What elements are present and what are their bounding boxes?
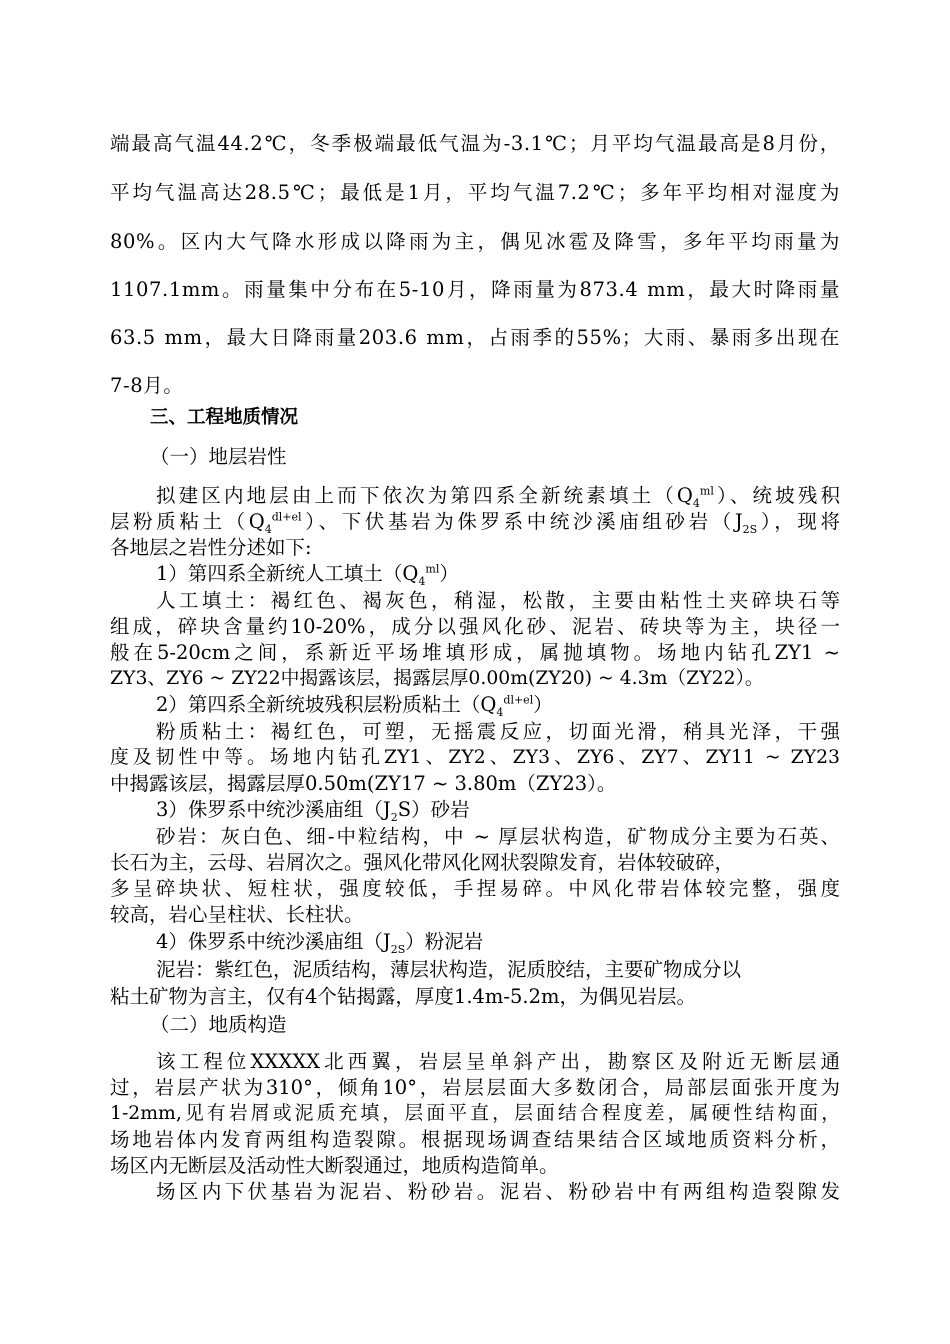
- text-line: 场地岩体内发育两组构造裂隙。根据现场调查结果结合区域地质资料分析，: [110, 1128, 840, 1151]
- text-line: 各地层之岩性分述如下:: [110, 536, 312, 559]
- text-line: 粉质粘土：褐红色，可塑，无摇震反应，切面光滑，稍具光泽，干强: [156, 720, 840, 743]
- section-heading: 三、工程地质情况: [150, 407, 299, 428]
- layer-title: 3）侏罗系中统沙溪庙组$(J_2S)$砂岩: [156, 798, 470, 824]
- text-line: 层粉质粘土$(Q_4^{dl+el})$、下伏基岩为侏罗系中统沙溪庙组砂岩$(J_{2S})$，现将: [110, 510, 840, 536]
- text-line: 泥岩：紫红色，泥质结构，薄层状构造，泥质胶结，主要矿物成分以: [156, 958, 742, 981]
- text-line: 度及韧性中等。场地内钻孔ZY1、ZY2、ZY3、ZY6、ZY7、ZY11 ~ ZY23: [110, 747, 840, 768]
- text-line: 该工程位XXXXX北西翼，岩层呈单斜产出，勘察区及附近无断层通: [156, 1050, 840, 1073]
- text-line: 平均气温高达28.5℃；最低是1月，平均气温7.2℃；多年平均相对湿度为: [110, 181, 840, 204]
- text-line: 组成，碎块含量约10-20%，成分以强风化砂、泥岩、砖块等为主，块径一: [110, 615, 840, 638]
- text-line: 较高，岩心呈柱状、长柱状。: [110, 903, 364, 926]
- text-line: 端最高气温44.2℃，冬季极端最低气温为-3.1℃；月平均气温最高是8月份，: [110, 132, 840, 155]
- layer-title: 1）第四系全新统人工填土$(Q_4^{ml})$: [156, 562, 459, 588]
- text-line: 中揭露该层，揭露层厚0.50m(ZY17 ~ 3.80m（ZY23）。: [110, 772, 617, 795]
- text-line: 拟建区内地层由上而下依次为第四系全新统素填土$(Q_4^{ml})$、统坡残积: [156, 484, 840, 510]
- text-line: 多呈碎块状、短柱状，强度较低，手捏易碎。中风化带岩体较完整，强度: [110, 877, 840, 900]
- text-line: 人工填土：褐红色、褐灰色，稍湿，松散，主要由粘性土夹碎块石等: [156, 589, 840, 612]
- text-line: 63.5 mm，最大日降雨量203.6 mm，占雨季的55%；大雨、暴雨多出现在: [110, 326, 840, 349]
- subsection-heading: （一）地层岩性: [150, 445, 287, 468]
- text-line: 场区内无断层及活动性大断裂通过，地质构造简单。: [110, 1154, 559, 1177]
- layer-title: 2）第四系全新统坡残积层粉质粘土$(Q_4^{dl+el})$: [156, 693, 553, 719]
- text-line: 场区内下伏基岩为泥岩、粉砂岩。泥岩、粉砂岩中有两组构造裂隙发: [156, 1180, 840, 1203]
- text-line: ZY3、ZY6 ~ ZY22中揭露该层，揭露层厚0.00m(ZY20) ~ 4.3m（ZY22）。: [110, 668, 764, 689]
- text-line: 粘土矿物为言主，仅有4个钻揭露，厚度1.4m-5.2m，为偶见岩层。: [110, 985, 697, 1008]
- text-line: 1107.1mm。雨量集中分布在5-10月，降雨量为873.4 mm，最大时降雨量: [110, 278, 840, 301]
- text-line: 砂岩：灰白色、细-中粒结构，中 ~ 厚层状构造，矿物成分主要为石英、: [156, 825, 840, 848]
- text-line: 80%。区内大气降水形成以降雨为主，偶见冰雹及降雪，多年平均雨量为: [110, 230, 840, 253]
- text-line: 过，岩层产状为310°，倾角10°，岩层层面大多数闭合，局部层面张开度为: [110, 1076, 840, 1099]
- text-line: 1-2mm,见有岩屑或泥质充填，层面平直，层面结合程度差，属硬性结构面，: [110, 1103, 840, 1124]
- subsection-heading: （二）地质构造: [150, 1013, 287, 1036]
- text-line: 7-8月。: [110, 374, 184, 397]
- layer-title: 4）侏罗系中统沙溪庙组$(J_{2S})$粉泥岩: [156, 930, 484, 956]
- text-line: 长石为主，云母、岩屑次之。强风化带风化网状裂隙发育，岩体较破碎，: [110, 851, 735, 874]
- text-line: 般在5-20cm之间，系新近平场堆填形成，属抛填物。场地内钻孔ZY1 ~: [110, 641, 840, 664]
